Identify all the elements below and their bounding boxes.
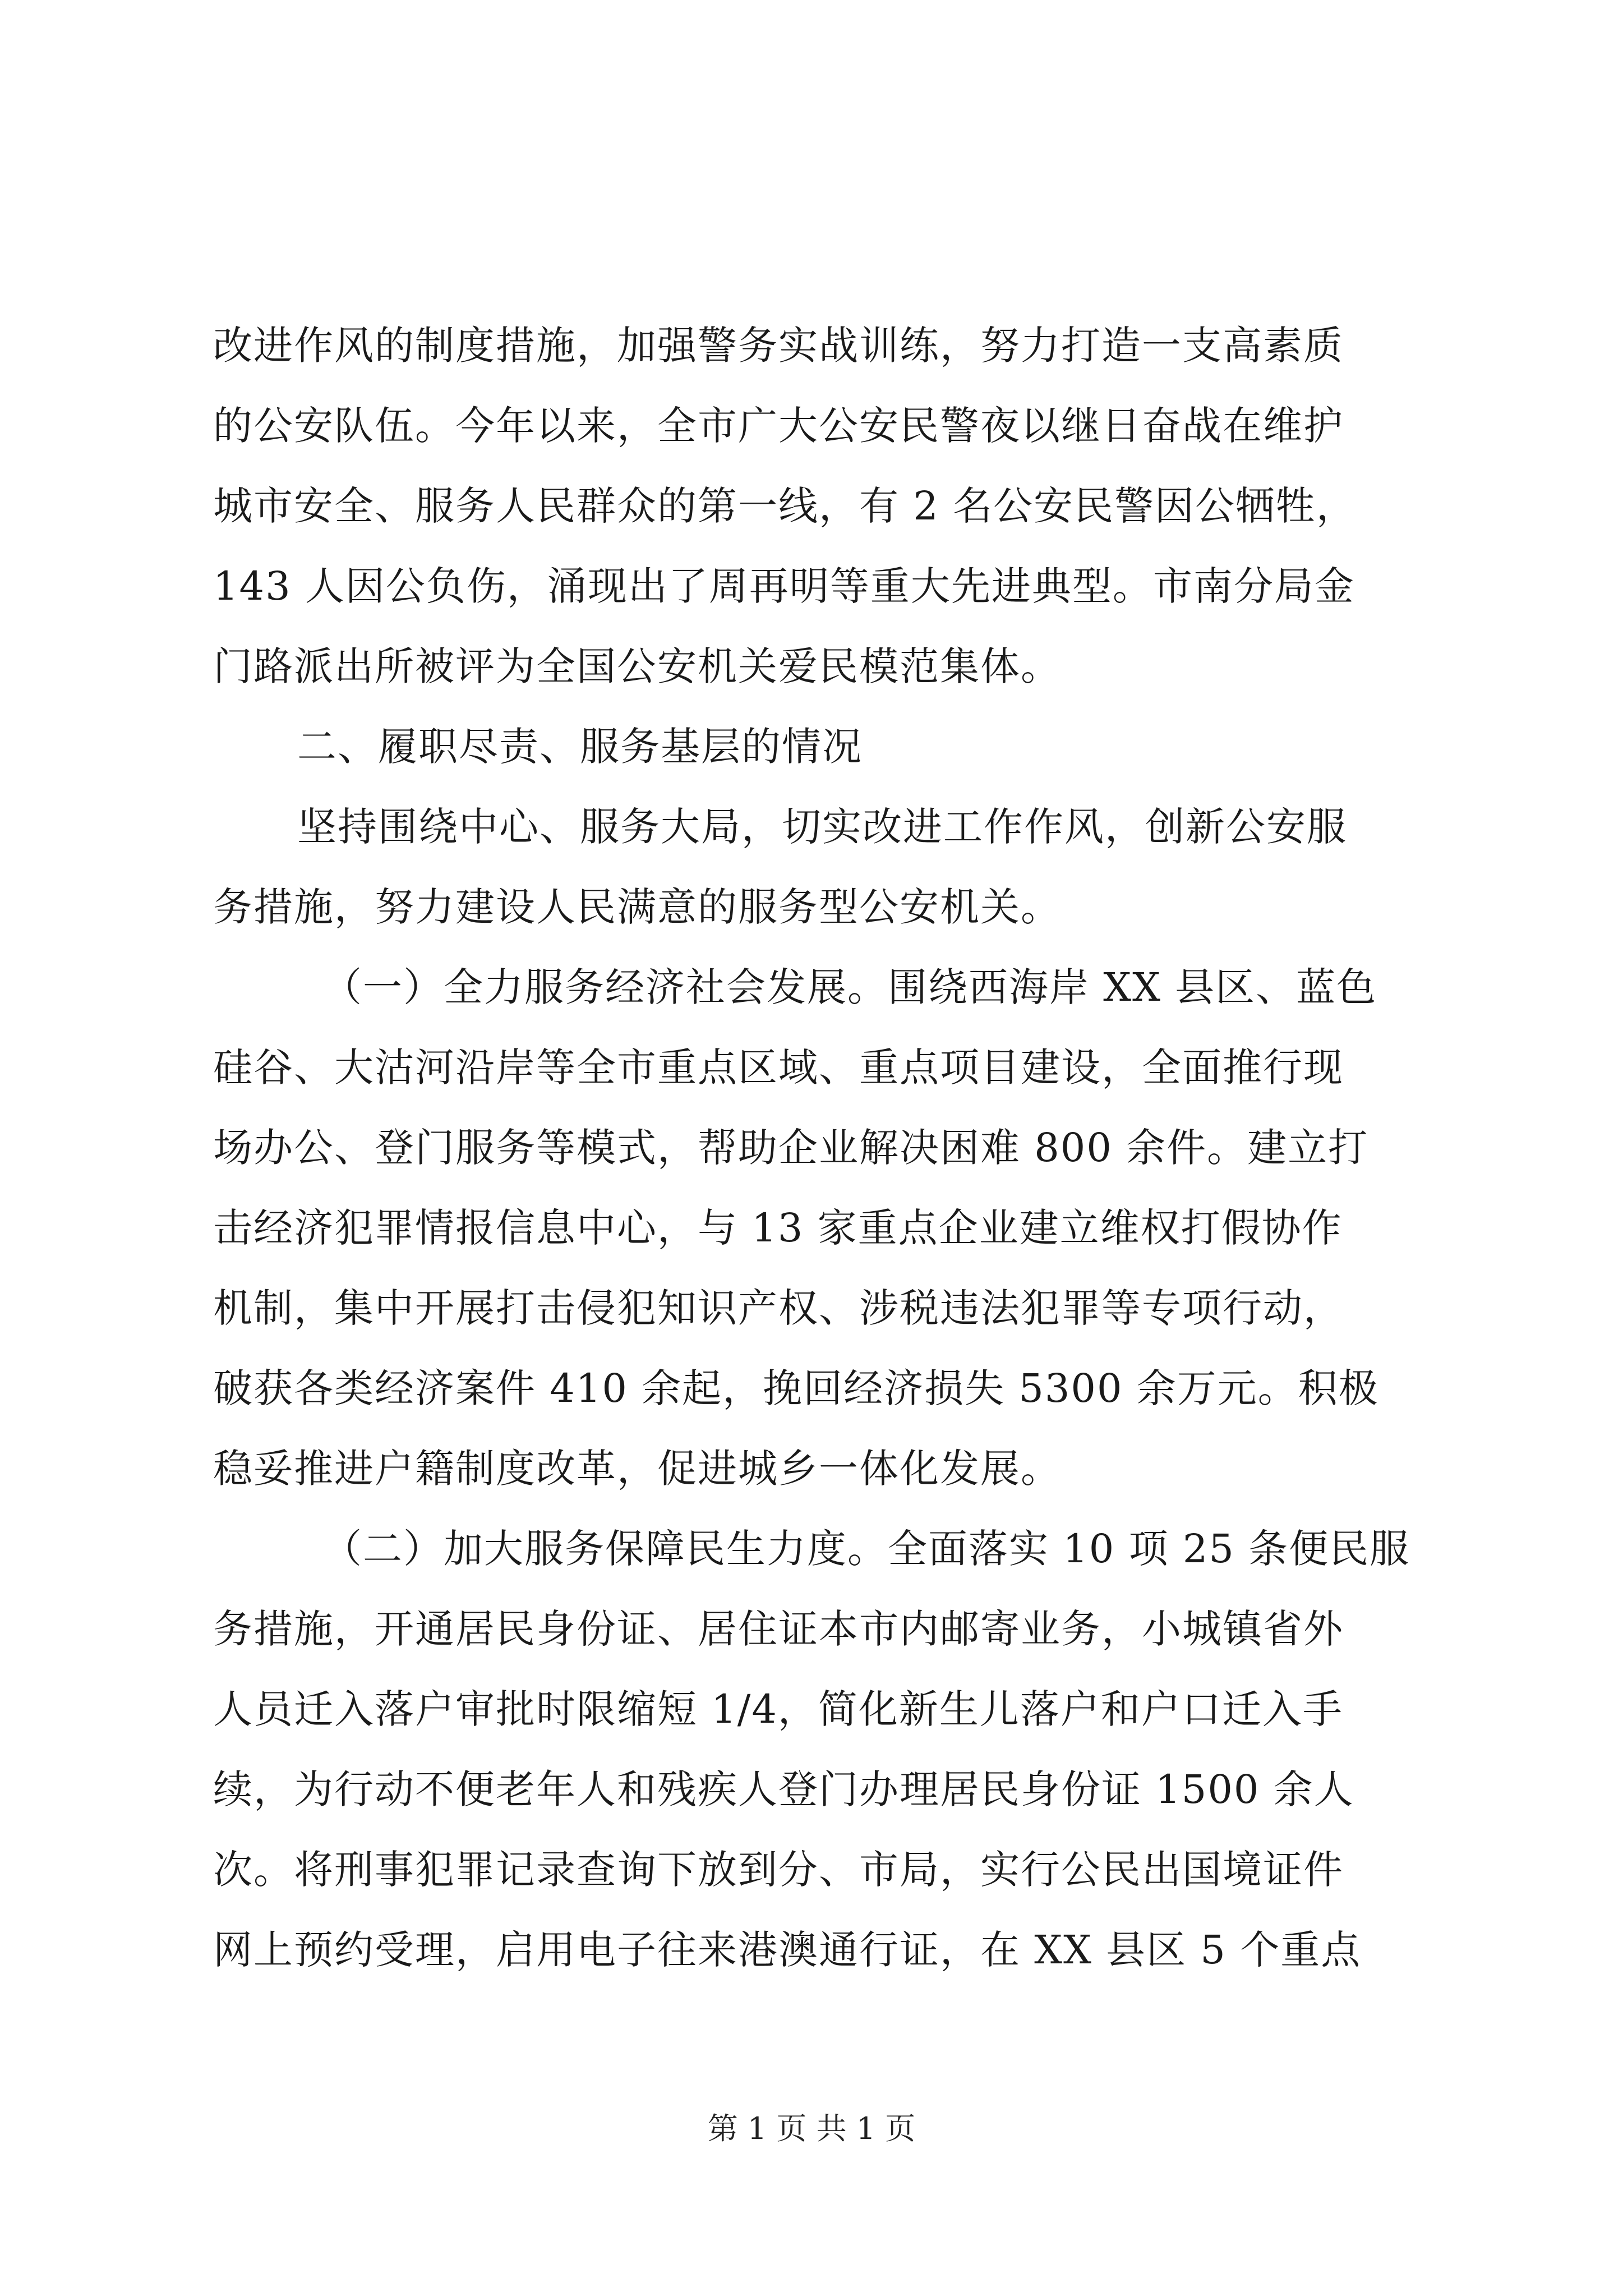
text-line: 务措施，努力建设人民满意的服务型公安机关。 (213, 884, 1061, 930)
text-line: 稳妥推进户籍制度改革，促进城乡一体化发展。 (213, 1446, 1061, 1492)
text-line: 城市安全、服务人民群众的第一线，有 2 名公安民警因公牺牲， (213, 483, 1357, 529)
text-line: 场办公、登门服务等模式，帮助企业解决困难 800 余件。建立打 (213, 1125, 1369, 1171)
subsection-line: （二）加大服务保障民生力度。全面落实 10 项 25 条便民服 (322, 1526, 1410, 1572)
text-line: 143 人因公负伤，涌现出了周再明等重大先进典型。市南分局金 (213, 563, 1355, 609)
text-line: 破获各类经济案件 410 余起，挽回经济损失 5300 余万元。积极 (213, 1365, 1379, 1411)
text-line: 网上预约受理，启用电子往来港澳通行证，在 XX 县区 5 个重点 (213, 1927, 1362, 1973)
text-line: 的公安队伍。今年以来，全市广大公安民警夜以继日奋战在维护 (213, 403, 1344, 449)
text-line: 门路派出所被评为全国公安机关爱民模范集体。 (213, 643, 1061, 689)
text-line: 击经济犯罪情报信息中心，与 13 家重点企业建立维权打假协作 (213, 1205, 1343, 1251)
text-line: 续，为行动不便老年人和残疾人登门办理居民身份证 1500 余人 (213, 1766, 1354, 1812)
text-line: 改进作风的制度措施，加强警务实战训练，努力打造一支高素质 (213, 323, 1344, 369)
text-line: 务措施，开通居民身份证、居住证本市内邮寄业务，小城镇省外 (213, 1606, 1344, 1652)
text-line: 坚持围绕中心、服务大局，切实改进工作作风，创新公安服 (297, 804, 1347, 850)
text-line: 人员迁入落户审批时限缩短 1/4，简化新生儿落户和户口迁入手 (213, 1686, 1343, 1732)
document-body (213, 306, 1419, 1990)
page-number-footer: 第 1 页 共 1 页 (707, 2111, 916, 2146)
text-line: 硅谷、大沽河沿岸等全市重点区域、重点项目建设，全面推行现 (213, 1045, 1344, 1091)
subsection-line: （一）全力服务经济社会发展。围绕西海岸 XX 县区、蓝色 (322, 964, 1377, 1010)
text-line: 次。将刑事犯罪记录查询下放到分、市局，实行公民出国境证件 (213, 1847, 1344, 1893)
text-line: 机制，集中开展打击侵犯知识产权、涉税违法犯罪等专项行动， (213, 1285, 1344, 1331)
section-heading: 二、履职尽责、服务基层的情况 (297, 724, 863, 770)
